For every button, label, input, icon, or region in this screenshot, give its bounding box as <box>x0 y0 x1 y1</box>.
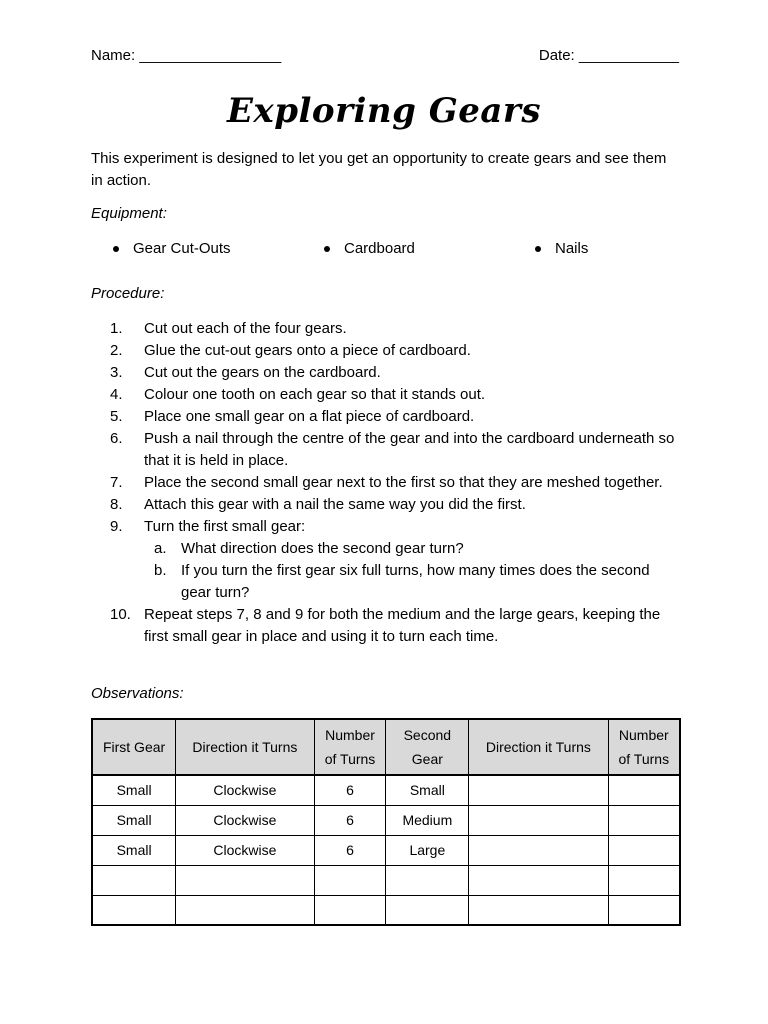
table-cell[interactable] <box>92 865 176 895</box>
page-title: Exploring Gears <box>227 91 541 131</box>
sub-step-letter: a. <box>154 540 167 557</box>
table-row <box>92 775 680 805</box>
step-text: Place the second small gear next to the first so that they are meshed together. <box>144 474 663 491</box>
step-text: Push a nail through the centre of the gear and into the cardboard underneath so that it is held in place. <box>144 430 675 469</box>
table-cell: Clockwise <box>176 835 314 865</box>
step-body <box>144 516 680 604</box>
sub-step-text: What direction does the second gear turn? <box>181 540 464 557</box>
header-row <box>91 47 679 64</box>
list-item <box>110 318 680 340</box>
table-cell[interactable] <box>92 895 176 925</box>
list-item <box>110 406 680 428</box>
equipment-item-label: Gear Cut-Outs <box>133 240 231 257</box>
column-header: Number of Turns <box>608 719 680 775</box>
table-cell[interactable] <box>314 865 386 895</box>
name-field-label: Name: _________________ <box>91 47 282 64</box>
table-header-row <box>92 719 680 775</box>
table-cell[interactable] <box>469 835 608 865</box>
table-row <box>92 895 680 925</box>
sub-step-letter: b. <box>154 562 167 579</box>
list-item <box>110 516 680 604</box>
list-item <box>324 240 535 257</box>
step-number: 6. <box>110 430 123 447</box>
list-item <box>110 428 680 472</box>
step-text: Turn the first small gear: <box>144 518 306 535</box>
table-cell[interactable] <box>608 775 680 805</box>
step-text: Cut out the gears on the cardboard. <box>144 364 381 381</box>
table-cell[interactable] <box>608 805 680 835</box>
step-text: Attach this gear with a nail the same way you did the first. <box>144 496 526 513</box>
list-item <box>110 604 680 648</box>
table-cell: 6 <box>314 835 386 865</box>
step-text: Place one small gear on a flat piece of cardboard. <box>144 408 475 425</box>
column-header: First Gear <box>92 719 176 775</box>
table-cell: Small <box>92 805 176 835</box>
table-cell[interactable] <box>469 805 608 835</box>
procedure-heading: Procedure: <box>91 285 165 302</box>
table-cell[interactable] <box>314 895 386 925</box>
step-number: 1. <box>110 320 123 337</box>
column-header: Number of Turns <box>314 719 386 775</box>
equipment-heading: Equipment: <box>91 205 167 222</box>
list-item <box>144 560 680 604</box>
equipment-item-label: Nails <box>555 240 589 257</box>
list-item <box>110 494 680 516</box>
table-cell: Small <box>92 775 176 805</box>
column-header: Direction it Turns <box>469 719 608 775</box>
table-cell: 6 <box>314 805 386 835</box>
table-cell: Small <box>386 775 469 805</box>
table-cell: Small <box>92 835 176 865</box>
list-item <box>110 362 680 384</box>
step-text: Cut out each of the four gears. <box>144 320 347 337</box>
table-cell[interactable] <box>386 865 469 895</box>
observations-table <box>91 718 681 926</box>
sub-step-text: If you turn the first gear six full turns, how many times does the second gear turn? <box>181 562 650 601</box>
step-text: Repeat steps 7, 8 and 9 for both the medium and the large gears, keeping the first small gear in place and using it to turn each time. <box>144 606 661 645</box>
step-number: 4. <box>110 386 123 403</box>
table-row <box>92 835 680 865</box>
bullet-icon <box>324 246 330 252</box>
bullet-icon <box>113 246 119 252</box>
column-header: Direction it Turns <box>176 719 314 775</box>
column-header: Second Gear <box>386 719 469 775</box>
step-number: 2. <box>110 342 123 359</box>
list-item <box>144 538 680 560</box>
table-cell[interactable] <box>469 895 608 925</box>
table-cell: Clockwise <box>176 775 314 805</box>
observations-heading: Observations: <box>91 685 184 702</box>
table-cell[interactable] <box>386 895 469 925</box>
step-number: 10. <box>110 606 131 623</box>
intro-paragraph: This experiment is designed to let you get an opportunity to create gears and see them in action. <box>91 150 667 189</box>
date-field-label: Date: ____________ <box>538 47 679 64</box>
table-cell: Clockwise <box>176 805 314 835</box>
list-item <box>110 384 680 406</box>
table-cell[interactable] <box>608 865 680 895</box>
list-item <box>535 240 588 257</box>
procedure-steps <box>110 318 680 648</box>
table-cell[interactable] <box>608 895 680 925</box>
list-item <box>110 472 680 494</box>
step-text: Glue the cut-out gears onto a piece of cardboard. <box>144 342 471 359</box>
table-cell: 6 <box>314 775 386 805</box>
table-cell[interactable] <box>176 895 314 925</box>
step-number: 5. <box>110 408 123 425</box>
bullet-icon <box>535 246 541 252</box>
equipment-list <box>113 240 673 257</box>
sub-step-list <box>144 538 680 604</box>
list-item <box>110 340 680 362</box>
table-row <box>92 805 680 835</box>
table-cell[interactable] <box>176 865 314 895</box>
step-number: 8. <box>110 496 123 513</box>
table-cell: Medium <box>386 805 469 835</box>
step-number: 3. <box>110 364 123 381</box>
equipment-item-label: Cardboard <box>344 240 415 257</box>
step-number: 9. <box>110 518 123 535</box>
table-cell: Large <box>386 835 469 865</box>
table-cell[interactable] <box>469 775 608 805</box>
step-text: Colour one tooth on each gear so that it stands out. <box>144 386 486 403</box>
step-number: 7. <box>110 474 123 491</box>
list-item <box>113 240 324 257</box>
table-row <box>92 865 680 895</box>
table-cell[interactable] <box>469 865 608 895</box>
table-cell[interactable] <box>608 835 680 865</box>
